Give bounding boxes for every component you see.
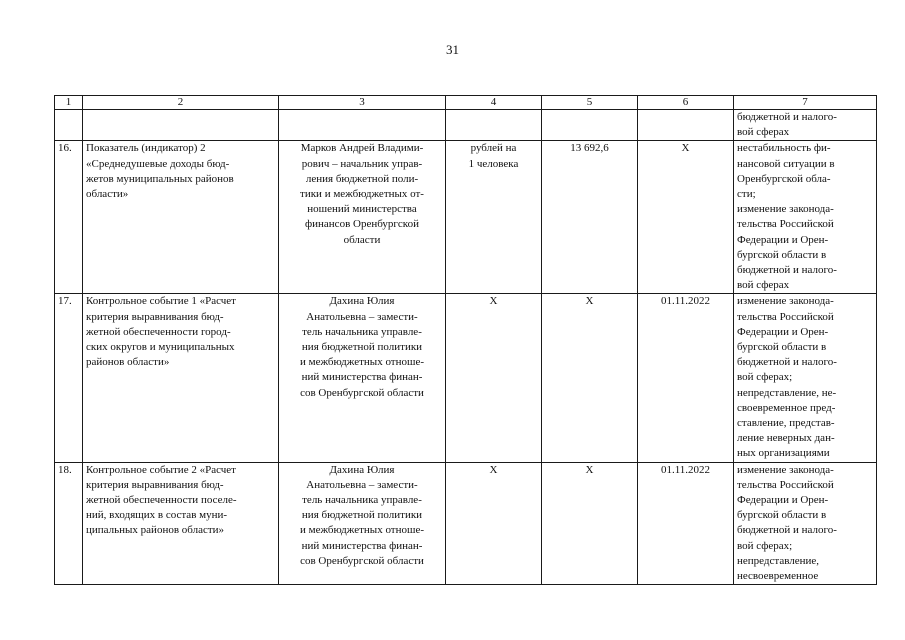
column-number-1: 1 [55, 96, 83, 110]
responsible-person: Дахина Юлия Анатольевна – замести- тель начальника управле- ния бюджетной политики и межбюджетных отноше- ний министерства финан- сов Оренбургской области [279, 462, 446, 585]
column-number-2: 2 [83, 96, 279, 110]
column-number-3: 3 [279, 96, 446, 110]
unit-of-measure: Х [446, 294, 542, 462]
item-name: Контрольное событие 2 «Расчет критерия выравнивания бюд- жетной обеспеченности поселе- ний, входящих в состав муни- ципальных районов области» [83, 462, 279, 585]
table-row-18 [55, 462, 877, 585]
risks-text: изменение законода- тельства Российской Федерации и Орен- бургской области в бюджетной и налого- вой сферах; непредставление, не- своевременное пред- ставление, представ- ление неверных дан- ных организациями [734, 294, 877, 462]
unit-of-measure: рублей на 1 человека [446, 141, 542, 294]
item-name: Показатель (индикатор) 2 «Среднедушевые доходы бюд- жетов муниципальных районов области» [83, 141, 279, 294]
column-number-6: 6 [638, 96, 734, 110]
responsible-person: Дахина Юлия Анатольевна – замести- тель начальника управле- ния бюджетной политики и межбюджетных отноше- ний министерства финан- сов Оренбургской области [279, 294, 446, 462]
table-row-continuation [55, 110, 877, 141]
target-value: Х [542, 462, 638, 585]
risks-text: изменение законода- тельства Российской Федерации и Орен- бургской области в бюджетной и налого- вой сферах; непредставление, несвоевременное [734, 462, 877, 585]
column-number-7: 7 [734, 96, 877, 110]
responsible-person [279, 110, 446, 141]
item-name [83, 110, 279, 141]
deadline-date: 01.11.2022 [638, 294, 734, 462]
column-number-4: 4 [446, 96, 542, 110]
row-number [55, 110, 83, 141]
row-number: 16. [55, 141, 83, 294]
deadline-date [638, 110, 734, 141]
row-number: 17. [55, 294, 83, 462]
column-number-5: 5 [542, 96, 638, 110]
unit-of-measure: Х [446, 462, 542, 585]
target-value: 13 692,6 [542, 141, 638, 294]
risks-text: бюджетной и налого- вой сферах [734, 110, 877, 141]
deadline-date: Х [638, 141, 734, 294]
responsible-person: Марков Андрей Владими- рович – начальник управ- ления бюджетной поли- тики и межбюджетных от- ношений министерства финансов Оренбургской области [279, 141, 446, 294]
item-name: Контрольное событие 1 «Расчет критерия выравнивания бюд- жетной обеспеченности город- ских округов и муниципальных районов области» [83, 294, 279, 462]
table-row-17 [55, 294, 877, 462]
target-value [542, 110, 638, 141]
page-number: 31 [446, 42, 459, 57]
target-value: Х [542, 294, 638, 462]
risks-text: нестабильность фи- нансовой ситуации в Оренбургской обла- сти; изменение законода- тельства Российской Федерации и Орен- бургской области в бюджетной и налого- вой сферах [734, 141, 877, 294]
document-table [54, 95, 877, 585]
row-number: 18. [55, 462, 83, 585]
deadline-date: 01.11.2022 [638, 462, 734, 585]
table-header-row [55, 96, 877, 110]
table-row-16 [55, 141, 877, 294]
unit-of-measure [446, 110, 542, 141]
